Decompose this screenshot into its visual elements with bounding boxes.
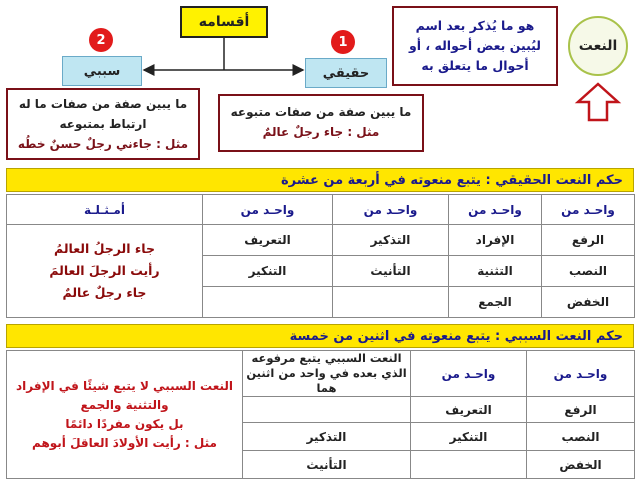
s1-cell: التذكير	[333, 225, 449, 256]
badge-two: 2	[89, 28, 113, 52]
definition-box: هو ما يُذكر بعد اسم ليُبين بعض أحواله ، أو أحوال ما يتعلق به	[392, 6, 558, 86]
s1-cell: الإفراد	[449, 225, 542, 256]
s1-cell: التنكير	[203, 256, 333, 287]
haqiqi-definition: ما يبين صفة من صفات متبوعه	[230, 105, 412, 119]
s1-header: واحـد من	[449, 195, 542, 225]
haqiqi-definition-box	[218, 94, 424, 152]
s2-cell: الرفع	[527, 397, 635, 423]
section2-title: حكم النعت السببي : يتبع منعوته في اثنين من خمسة	[6, 324, 634, 348]
haqiqi-box: حقيقي	[305, 58, 387, 88]
divisions-box: أقسامه	[180, 6, 268, 38]
s2-cell: التذكير	[243, 423, 411, 451]
section1-title: حكم النعت الحقيقي : يتبع منعوته في أربعة من عشرة	[6, 168, 634, 192]
sababi-example: مثل : جاءني رجلٌ حسنٌ خطُه	[17, 137, 189, 151]
s2-note: النعت السببي يتبع مرفوعه الذي بعده في واحد من اثنين هما	[243, 351, 411, 397]
s1-cell: التعريف	[203, 225, 333, 256]
section2-table	[6, 350, 635, 479]
s2-rule-cell	[7, 351, 243, 479]
s1-example: رأيت الرجلَ العالمَ	[49, 263, 160, 278]
up-arrow-icon	[578, 84, 618, 120]
naat-circle: النعت	[568, 16, 628, 76]
s1-example: جاء رجلٌ عالمٌ	[62, 285, 147, 300]
s2-cell	[243, 397, 411, 423]
sababi-definition-line2: ارتباط بمتبوعه	[59, 117, 147, 131]
s1-cell	[333, 287, 449, 318]
s1-cell: التثنية	[449, 256, 542, 287]
s2-rule-example: مثل : رأيت الأولادَ العاقلَ أبوهم	[32, 435, 217, 450]
s1-header: واحـد من	[542, 195, 635, 225]
badge-one: 1	[331, 30, 355, 54]
s1-cell: التأنيث	[333, 256, 449, 287]
s2-cell: التأنيث	[243, 451, 411, 479]
haqiqi-example: مثل : جاء رجلٌ عالمٌ	[262, 125, 380, 139]
s1-header-examples: أمـثـلـة	[7, 195, 203, 225]
s2-rule-line: النعت السببي لا يتبع شيئًا في الإفراد	[15, 378, 233, 393]
s2-rule-line: بل يكون مفردًا دائمًا	[65, 416, 184, 431]
s1-cell: الجمع	[449, 287, 542, 318]
s2-cell	[411, 451, 527, 479]
s1-cell: الرفع	[542, 225, 635, 256]
s2-header: واحـد من	[527, 351, 635, 397]
s1-header: واحـد من	[333, 195, 449, 225]
s2-rule-line: والتثنية والجمع	[80, 397, 169, 412]
s1-cell: الخفض	[542, 287, 635, 318]
s1-examples-cell	[7, 225, 203, 318]
s2-cell: النصب	[527, 423, 635, 451]
section1-table	[6, 194, 635, 318]
s1-cell	[203, 287, 333, 318]
sababi-definition-line1: ما يبين صفة من صفات ما له	[18, 97, 188, 111]
s2-cell: التنكير	[411, 423, 527, 451]
s1-example: جاء الرجلُ العالمُ	[54, 241, 155, 256]
sababi-box: سببي	[62, 56, 142, 86]
s2-cell: الخفض	[527, 451, 635, 479]
sababi-definition-box	[6, 88, 200, 160]
s1-header: واحـد من	[203, 195, 333, 225]
s1-cell: النصب	[542, 256, 635, 287]
s2-cell: التعريف	[411, 397, 527, 423]
s2-header: واحـد من	[411, 351, 527, 397]
